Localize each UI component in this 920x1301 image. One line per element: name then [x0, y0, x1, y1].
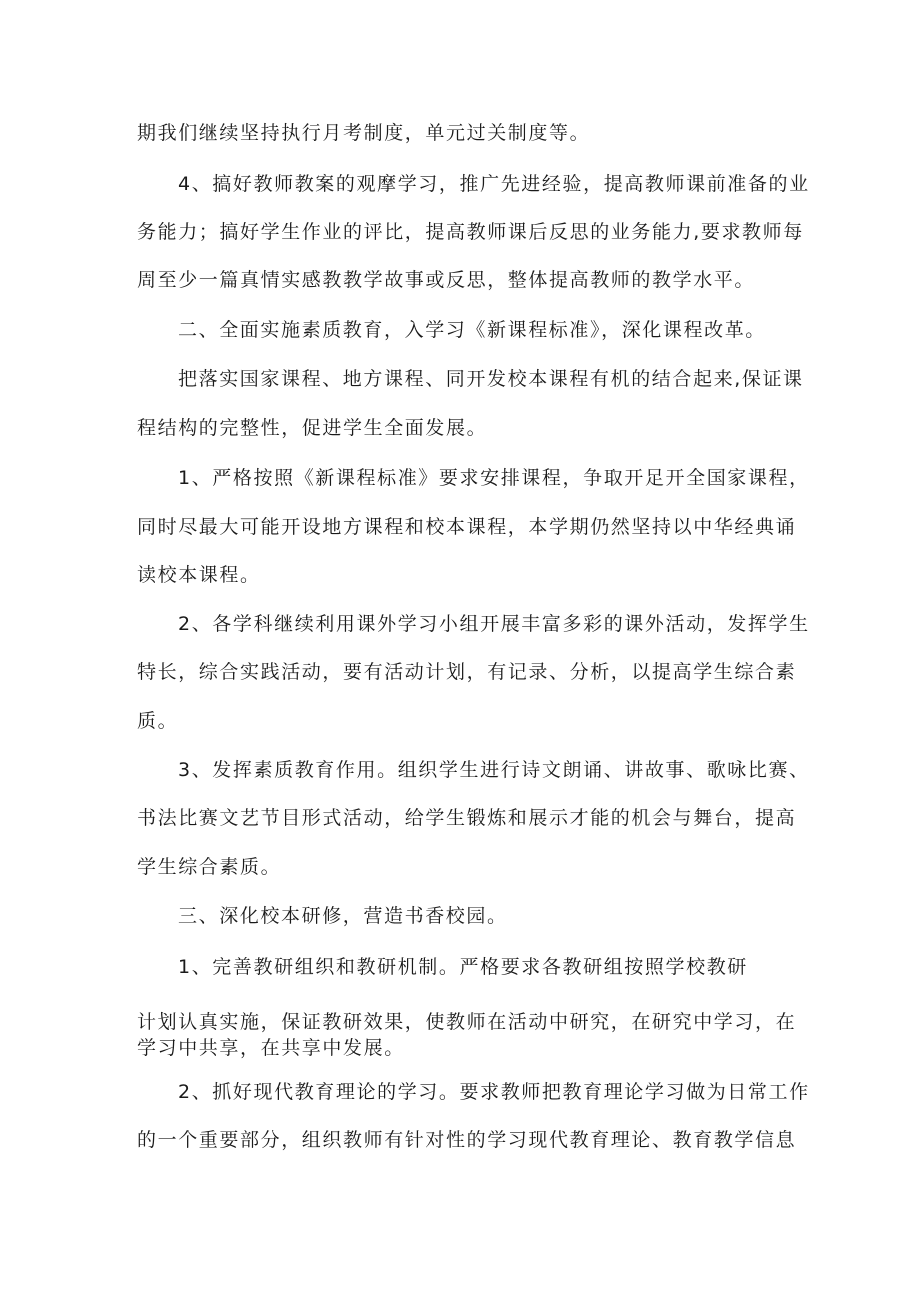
section-3-item-1-line-1: 1、完善教研组织和教研机制。严格要求各教研组按照学校教研 [178, 956, 748, 978]
paragraph-4-line-1: 4、搞好教师教案的观摩学习，推广先进经验，提高教师课前准备的业 [178, 173, 810, 195]
section-3-item-1-line-2: 计划认真实施，保证教研效果，使教师在活动中研究，在研究中学习，在 [137, 1011, 797, 1033]
paragraph-4-line-2: 务能力；搞好学生作业的评比，提高教师课后反思的业务能力,要求教师每 [137, 221, 804, 243]
item-1-line-2: 同时尽最大可能开设地方课程和校本课程，本学期仍然坚持以中华经典诵 [137, 516, 797, 538]
item-1-line-1: 1、严格按照《新课程标准》要求安排课程，争取开足开全国家课程， [178, 467, 810, 489]
item-1-line-3: 读校本课程。 [137, 564, 261, 586]
item-2-line-3: 质。 [137, 710, 179, 732]
item-3-line-3: 学生综合素质。 [137, 856, 282, 878]
section-3-item-2-line-2: 的一个重要部分，组织教师有针对性的学习现代教育理论、教育教学信息 [137, 1129, 797, 1151]
text-line-continuation: 期我们继续坚持执行月考制度，单元过关制度等。 [137, 122, 591, 144]
section-3-item-2-line-1: 2、抓好现代教育理论的学习。要求教师把教育理论学习做为日常工作 [178, 1081, 810, 1103]
item-2-line-1: 2、各学科继续利用课外学习小组开展丰富多彩的课外活动，发挥学生 [178, 613, 810, 635]
section-3-heading: 三、深化校本研修，营造书香校园。 [178, 905, 508, 927]
section-2-intro-line-2: 程结构的完整性，促进学生全面发展。 [137, 417, 488, 439]
item-3-line-2: 书法比赛文艺节目形式活动，给学生锻炼和展示才能的机会与舞台，提高 [137, 807, 797, 829]
section-2-heading: 二、全面实施素质教育，入学习《新课程标准》，深化课程改革。 [178, 319, 766, 341]
paragraph-4-line-3: 周至少一篇真情实感教教学故事或反思，整体提高教师的教学水平。 [137, 269, 756, 291]
item-2-line-2: 特长，综合实践活动，要有活动计划，有记录、分析，以提高学生综合素 [137, 661, 797, 683]
section-2-intro-line-1: 把落实国家课程、地方课程、同开发校本课程有机的结合起来,保证课 [178, 368, 804, 390]
item-3-line-1: 3、发挥素质教育作用。组织学生进行诗文朗诵、讲故事、歌咏比赛、 [178, 759, 810, 781]
section-3-item-1-line-3: 学习中共享，在共享中发展。 [137, 1037, 405, 1059]
